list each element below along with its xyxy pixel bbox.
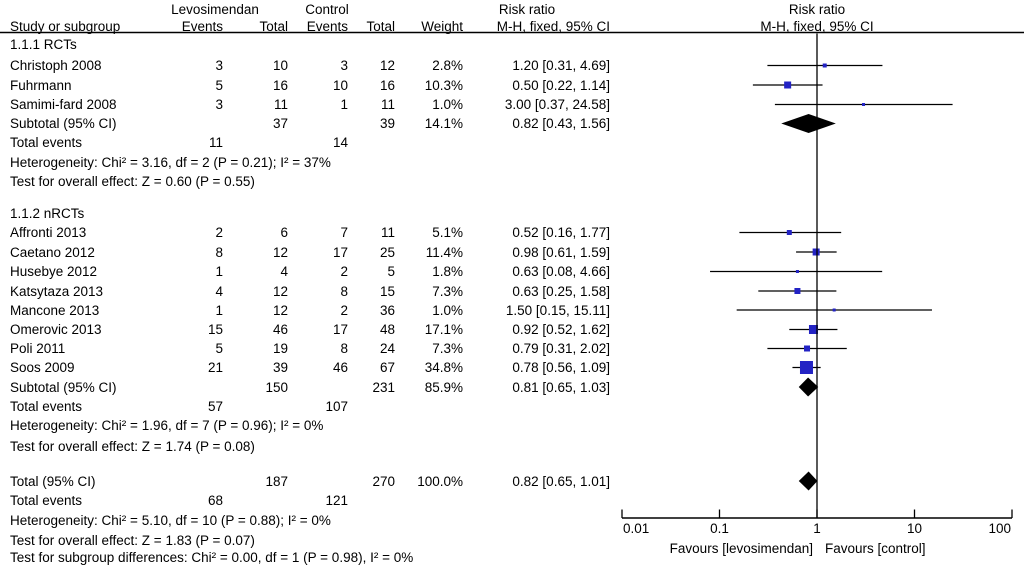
events-value: 5 [215, 77, 223, 93]
overall-effect-note: Test for overall effect: Z = 0.60 (P = 0.55) [10, 174, 255, 189]
study-column-header: Study or subgroup [10, 18, 121, 34]
total-value: 12 [272, 244, 288, 260]
events-sum: 68 [207, 492, 223, 508]
total-value: 187 [265, 473, 288, 489]
study-name: Caetano 2012 [10, 244, 95, 260]
study-row [0, 262, 1024, 281]
method-header-left: M-H, fixed, 95% CI [496, 18, 610, 34]
weight-value: 2.8% [432, 58, 463, 73]
events-value: 17 [332, 244, 348, 260]
events-value: 21 [207, 360, 223, 375]
study-row [0, 358, 1024, 377]
effect-header-left: Risk ratio [498, 2, 556, 17]
total-value: 4 [280, 264, 288, 279]
pooled-row [0, 114, 1024, 133]
study-row [0, 339, 1024, 358]
rr-ci-value: 0.79 [0.31, 2.02] [512, 341, 610, 356]
axis-tick-label: 1 [813, 521, 821, 536]
group2-header: Control [305, 2, 349, 17]
pooled-row [0, 378, 1024, 397]
events-value: 1 [215, 302, 223, 318]
weight-value: 14.1% [424, 116, 463, 131]
total-value: 150 [265, 379, 288, 395]
total-events-label: Total events [10, 398, 83, 414]
rr-ci-value: 1.50 [0.15, 15.11] [505, 302, 610, 318]
total-events-label: Total events [10, 492, 83, 508]
study-name: Subtotal (95% CI) [10, 116, 117, 131]
total-value: 39 [379, 116, 395, 131]
study-name: Affronti 2013 [10, 225, 87, 240]
total-value: 24 [379, 341, 395, 356]
note-row [0, 172, 1024, 191]
total-value: 6 [280, 225, 288, 240]
weight-value: 17.1% [424, 322, 463, 337]
study-row [0, 301, 1024, 320]
events-value: 2 [215, 225, 223, 240]
table-header-columns [0, 17, 1024, 36]
axis-tick-label: 100 [988, 521, 1011, 536]
footer-note: Heterogeneity: Chi² = 5.10, df = 10 (P = 0.88); I² = 0% [10, 512, 331, 528]
pooled-row [0, 472, 1024, 491]
note-row [0, 511, 1024, 530]
total-value: 39 [272, 360, 288, 375]
rr-ci-value: 1.20 [0.31, 4.69] [512, 58, 610, 73]
events-value: 3 [340, 58, 348, 73]
events-value: 5 [215, 341, 223, 356]
rr-ci-value: 0.52 [0.16, 1.77] [512, 225, 610, 240]
favours-left-label: Favours [levosimendan] [669, 541, 813, 556]
events-value: 15 [207, 322, 223, 337]
heterogeneity-note: Heterogeneity: Chi² = 3.16, df = 2 (P = 0.21); I² = 37% [10, 154, 331, 170]
study-row [0, 56, 1024, 75]
rr-ci-value: 0.81 [0.65, 1.03] [512, 379, 610, 395]
events-sum: 14 [332, 135, 348, 150]
events-value: 46 [332, 360, 348, 375]
total-value: 25 [379, 244, 395, 260]
events-value: 3 [215, 97, 223, 112]
favours-right-label: Favours [control] [825, 541, 926, 556]
total-value: 16 [379, 77, 395, 93]
events2-column-header: Events [306, 18, 348, 34]
events-value: 3 [215, 58, 223, 73]
study-name: Soos 2009 [10, 360, 75, 375]
study-name: Mancone 2013 [10, 302, 100, 318]
total-events-row [0, 397, 1024, 416]
total-events-label: Total events [10, 135, 83, 150]
events-sum: 107 [325, 398, 348, 414]
total-value: 11 [273, 97, 288, 112]
total-value: 270 [372, 473, 395, 489]
note-row [0, 153, 1024, 172]
study-name: Omerovic 2013 [10, 322, 102, 337]
events-value: 17 [332, 322, 348, 337]
events-value: 1 [215, 264, 223, 279]
total-value: 12 [379, 58, 395, 73]
weight-value: 5.1% [432, 225, 463, 240]
total-events-row [0, 491, 1024, 510]
total1-column-header: Total [259, 18, 288, 34]
method-header-right: M-H, fixed, 95% CI [760, 18, 874, 34]
rr-ci-value: 0.63 [0.25, 1.58] [512, 283, 610, 299]
total-value: 48 [379, 322, 395, 337]
weight-value: 100.0% [417, 473, 463, 489]
rr-ci-value: 0.50 [0.22, 1.14] [512, 77, 610, 93]
events-sum: 11 [208, 135, 223, 150]
study-row [0, 95, 1024, 114]
study-name: Subtotal (95% CI) [10, 379, 117, 395]
rr-ci-value: 0.63 [0.08, 4.66] [512, 264, 610, 279]
study-name: Samimi-fard 2008 [10, 97, 117, 112]
study-row [0, 243, 1024, 262]
study-row [0, 223, 1024, 242]
weight-column-header: Weight [421, 18, 463, 34]
subgroup-label: 1.1.1 RCTs [10, 36, 77, 52]
total-value: 15 [379, 283, 395, 299]
weight-value: 1.0% [432, 97, 463, 112]
axis-tick-label: 0.01 [623, 521, 650, 536]
total-value: 12 [272, 302, 288, 318]
weight-value: 7.3% [432, 341, 463, 356]
events-value: 2 [340, 302, 348, 318]
group1-header: Levosimendan [171, 2, 259, 17]
total-value: 5 [387, 264, 395, 279]
rr-ci-value: 0.78 [0.56, 1.09] [512, 360, 610, 375]
events-sum: 121 [325, 492, 348, 508]
total-value: 11 [380, 97, 395, 112]
note-row [0, 437, 1024, 456]
axis-tick-label: 10 [906, 521, 923, 536]
subgroup-label: 1.1.2 nRCTs [10, 205, 85, 221]
events-value: 7 [340, 225, 348, 240]
events-sum: 57 [207, 398, 223, 414]
events-value: 1 [340, 97, 348, 112]
weight-value: 85.9% [424, 379, 463, 395]
subgroup-header-row [0, 204, 1024, 223]
total-value: 19 [272, 341, 288, 356]
rr-ci-value: 0.98 [0.61, 1.59] [512, 244, 610, 260]
weight-value: 34.8% [424, 360, 463, 375]
rr-ci-value: 0.82 [0.65, 1.01] [512, 473, 610, 489]
heterogeneity-note: Heterogeneity: Chi² = 1.96, df = 7 (P = 0.96); I² = 0% [10, 418, 324, 433]
total-value: 36 [379, 302, 395, 318]
footer-note: Test for subgroup differences: Chi² = 0.00, df = 1 (P = 0.98), I² = 0% [10, 549, 414, 565]
effect-header-right: Risk ratio [788, 2, 846, 17]
footer-note: Test for overall effect: Z = 1.83 (P = 0.07) [10, 533, 255, 548]
total-value: 231 [372, 379, 395, 395]
axis-tick-label: 0.1 [710, 521, 729, 536]
weight-value: 11.4% [425, 244, 463, 260]
weight-value: 1.0% [432, 302, 463, 318]
total-value: 11 [380, 225, 395, 240]
total-value: 37 [272, 116, 288, 131]
study-name: Katsytaza 2013 [10, 283, 104, 299]
events-value: 8 [340, 283, 348, 299]
events-value: 10 [332, 77, 348, 93]
subgroup-header-row [0, 35, 1024, 54]
overall-effect-note: Test for overall effect: Z = 1.74 (P = 0.08) [10, 438, 255, 454]
weight-value: 10.3% [424, 77, 463, 93]
note-row [0, 416, 1024, 435]
total-value: 16 [272, 77, 288, 93]
weight-value: 7.3% [432, 283, 463, 299]
rr-ci-value: 0.82 [0.43, 1.56] [512, 116, 610, 131]
study-row [0, 320, 1024, 339]
study-name: Poli 2011 [10, 341, 66, 356]
study-name: Christoph 2008 [10, 58, 102, 73]
rr-ci-value: 3.00 [0.37, 24.58] [504, 97, 610, 112]
study-name: Fuhrmann [10, 77, 72, 93]
events-value: 8 [215, 244, 223, 260]
total-events-row [0, 133, 1024, 152]
rr-ci-value: 0.92 [0.52, 1.62] [512, 322, 610, 337]
study-row [0, 76, 1024, 95]
total-value: 10 [272, 58, 288, 73]
study-name: Husebye 2012 [10, 264, 98, 279]
total-value: 12 [272, 283, 288, 299]
events1-column-header: Events [181, 18, 223, 34]
study-name: Total (95% CI) [10, 473, 96, 489]
total2-column-header: Total [366, 18, 395, 34]
study-row [0, 282, 1024, 301]
events-value: 2 [340, 264, 348, 279]
weight-value: 1.8% [432, 264, 463, 279]
events-value: 4 [215, 283, 223, 299]
total-value: 46 [272, 322, 288, 337]
events-value: 8 [340, 341, 348, 356]
total-value: 67 [379, 360, 395, 375]
